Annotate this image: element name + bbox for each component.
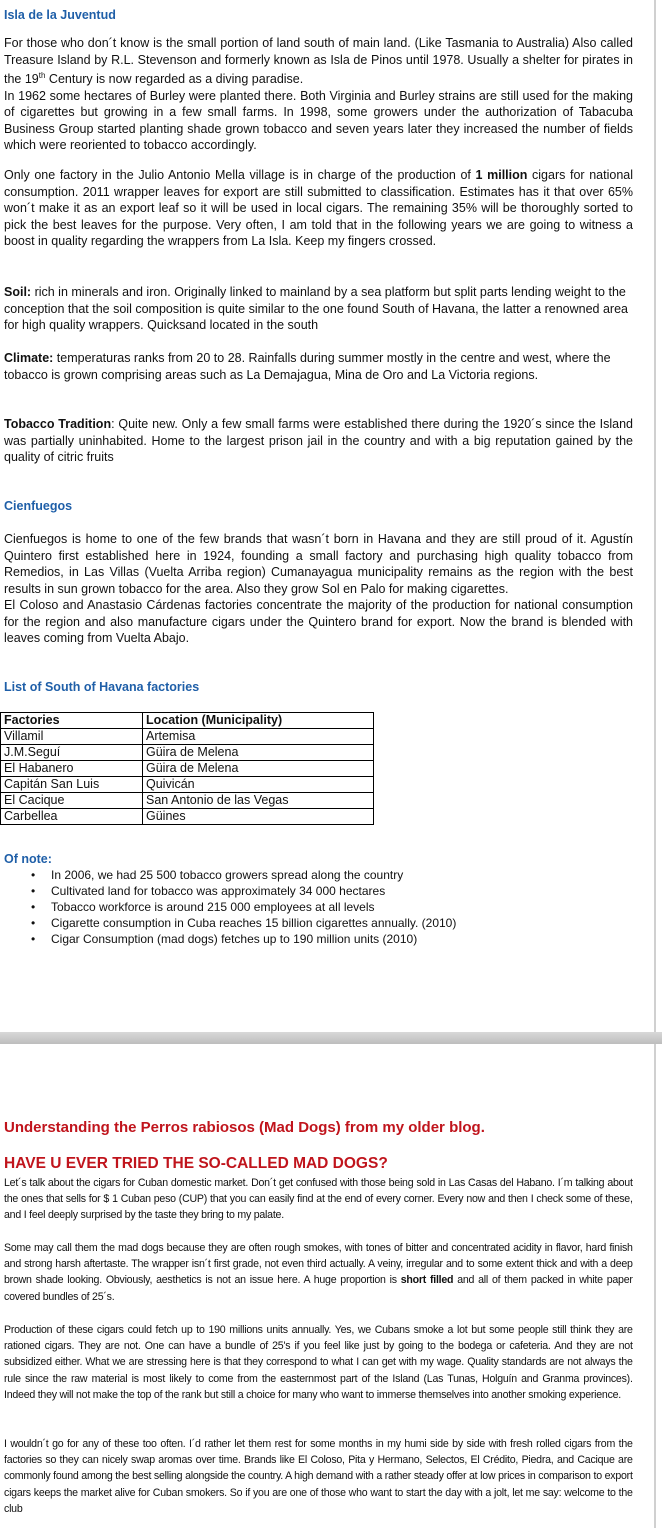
cienfuegos-text — [4, 531, 633, 647]
notes-list — [0, 867, 611, 947]
isla-paragraph-1: For those who don´t know is the small portion of land south of main land. (Like Tasmania to Australia) Also called Treasure Island by R.L. Stevenson and formerly known as Isla de Pinos until 1978. Usually a shelter for pirates in the 19th Century is now regarded as a diving paradise. — [4, 36, 633, 87]
factory-name: El Cacique — [1, 793, 143, 809]
factory-location: Güira de Melena — [143, 761, 374, 777]
document-page-2 — [0, 1044, 656, 1528]
factory-location: Güira de Melena — [143, 745, 374, 761]
list-item: • Cigarette consumption in Cuba reaches 15 billion cigarettes annually. (2010) — [51, 915, 611, 931]
factory-name: Capitán San Luis — [1, 777, 143, 793]
factory-name: J.M.Seguí — [1, 745, 143, 761]
section-title-isla: Isla de la Juventud — [4, 8, 116, 22]
list-item: • Cigar Consumption (mad dogs) fetches up to 190 million units (2010) — [51, 931, 611, 947]
factories-title: List of South of Havana factories — [4, 680, 200, 694]
table-row — [1, 793, 374, 809]
table-header-row — [1, 713, 374, 729]
column-header-factories: Factories — [1, 713, 143, 729]
mad-dogs-subheading: HAVE U EVER TRIED THE SO-CALLED MAD DOGS? — [4, 1155, 388, 1172]
factory-location: Güines — [143, 809, 374, 825]
list-item: • Cultivated land for tobacco was approximately 34 000 hectares — [51, 883, 611, 899]
mad-dogs-paragraph-3: Production of these cigars could fetch up to 190 millions units annually. Yes, we Cubans smoke a lot but some people still think they are rationed cigars. They are not. One can have a bundle of 25's if you feel like just by going to the bodega or cafeteria. And they are not subsidized either. What we are stressing here is that they correspond to what I can get with my wage. Quality standards are not always the rule since the raw material is most likely to come from the easternmost part of the Island (Las Tunas, Holguín and Granma provinces). Indeed they will not make the top of the rank but still a choice for many who want to immerse themselves into another smoking experience. — [4, 1324, 633, 1401]
mad-dogs-paragraph-2: Some may call them the mad dogs because they are often rough smokes, with tones of bitter and concentrated acidity in flavor, hard finish and strong harsh aftertaste. The wrapper isn´t first grade, not even third actually. A veiny, irregular and to some extent thick and with a deep brown shade looking. Obviously, aesthetics is not an issue here. A huge proportion is short filled and all of them packed in white paper covered bundles of 25´s. — [4, 1242, 633, 1303]
section-title-cienfuegos: Cienfuegos — [4, 499, 73, 513]
tradition-label: Tobacco Tradition — [4, 417, 112, 431]
cienfuegos-paragraph-1: Cienfuegos is home to one of the few brands that wasn´t born in Havana and they are still proud of it. Agustín Quintero first established here in 1924, founding a small factory and purchasing high quality tobacco from Remedios, in Las Villas (Vuelta Arriba region) Cumanayagua municipality remains as the region with the best results in sun grown tobacco for the area. Also they grow Sol en Palo for making cigarettes. — [4, 532, 633, 596]
table-row — [1, 761, 374, 777]
isla-soil: Soil: rich in minerals and iron. Originally linked to mainland by a sea platform but split parts lending weight to the conception that the soil composition is quite similar to the one found South of Havana, the latter a renowned area for high quality wrappers. Quicksand located in the south — [4, 285, 628, 332]
table-row — [1, 809, 374, 825]
isla-intro — [4, 35, 633, 154]
soil-label: Soil: — [4, 285, 32, 299]
table-row — [1, 745, 374, 761]
isla-paragraph-3: Only one factory in the Julio Antonio Mella village is in charge of the production of 1 million cigars for national consumption. 2011 wrapper leaves for export are still submitted to classification. Estimates has it that over 65% won´t make it as an export leaf so it will be used in local cigars. The remaining 35% will be thoroughly sorted to pick the best leaves for the purpose. Very often, I am told that in the following years we are going to witness a boost in quality regarding the wrappers from La Isla. Keep my fingers crossed. — [4, 168, 633, 248]
list-item: • Tobacco workforce is around 215 000 employees at all levels — [51, 899, 611, 915]
factory-name: El Habanero — [1, 761, 143, 777]
mad-dogs-heading: Understanding the Perros rabiosos (Mad Dogs) from my older blog. — [4, 1119, 485, 1136]
column-header-location: Location (Municipality) — [143, 713, 374, 729]
factory-location: San Antonio de las Vegas — [143, 793, 374, 809]
factory-name: Villamil — [1, 729, 143, 745]
factory-location: Artemisa — [143, 729, 374, 745]
factory-location: Quivicán — [143, 777, 374, 793]
notes-title: Of note: — [4, 852, 52, 866]
isla-paragraph-2: In 1962 some hectares of Burley were planted there. Both Virginia and Burley strains are still used for the making of cigarettes but growing in a few small farms. In 1998, some growers under the authorization of Tabacuba Business Group started planting shade grown tobacco and seven years later they increased the number of fields which were reoriented to tobacco accordingly. — [4, 88, 633, 153]
table-row — [1, 729, 374, 745]
factories-table — [0, 712, 374, 825]
table-row — [1, 777, 374, 793]
mad-dogs-paragraph-4: I wouldn´t go for any of these too often. I´d rather let them rest for some months in my humi side by side with fresh rolled cigars from the factories so they can nicely swap aromas over time. Brands like El Coloso, Pita y Hermano, Selectos, El Crédito, Piedra, and Cacique are commonly found among the best selling alongside the country. A high demand with a rather steady offer at low prices in comparison to export cigars keeps the market alive for Cuban smokers. So if you are one of those who want to start the day with a jolt, let me say: welcome to the club — [4, 1438, 633, 1515]
page-separator — [0, 1032, 662, 1044]
factory-name: Carbellea — [1, 809, 143, 825]
mad-dogs-paragraph-1: Let´s talk about the cigars for Cuban domestic market. Don´t get confused with those being sold in Las Casas del Habano. I´m talking about the ones that sells for $ 1 Cuban peso (CUP) that you can easily find at the end of every corner. Every now and then I check some of these, and I feel deeply surprised by the taste they bring to my palate. — [4, 1177, 633, 1222]
list-item: • In 2006, we had 25 500 tobacco growers spread along the country — [51, 867, 611, 883]
cienfuegos-paragraph-2: El Coloso and Anastasio Cárdenas factories concentrate the majority of the production for national consumption for the region and also manufacture cigars under the Quintero brand for export. Now the brand is blended with leaves coming from Vuelta Abajo. — [4, 598, 633, 645]
isla-tradition: Tobacco Tradition: Quite new. Only a few small farms were established there during the 1920´s since the Island was partially uninhabited. Home to the largest prison jail in the country and with a big reputation gained by the quality of citric fruits — [4, 417, 633, 464]
isla-climate: Climate: temperaturas ranks from 20 to 28. Rainfalls during summer mostly in the centre and west, where the tobacco is grown comprising areas such as La Demajagua, Mina de Oro and La Victoria regions. — [4, 351, 611, 382]
climate-label: Climate: — [4, 351, 54, 365]
